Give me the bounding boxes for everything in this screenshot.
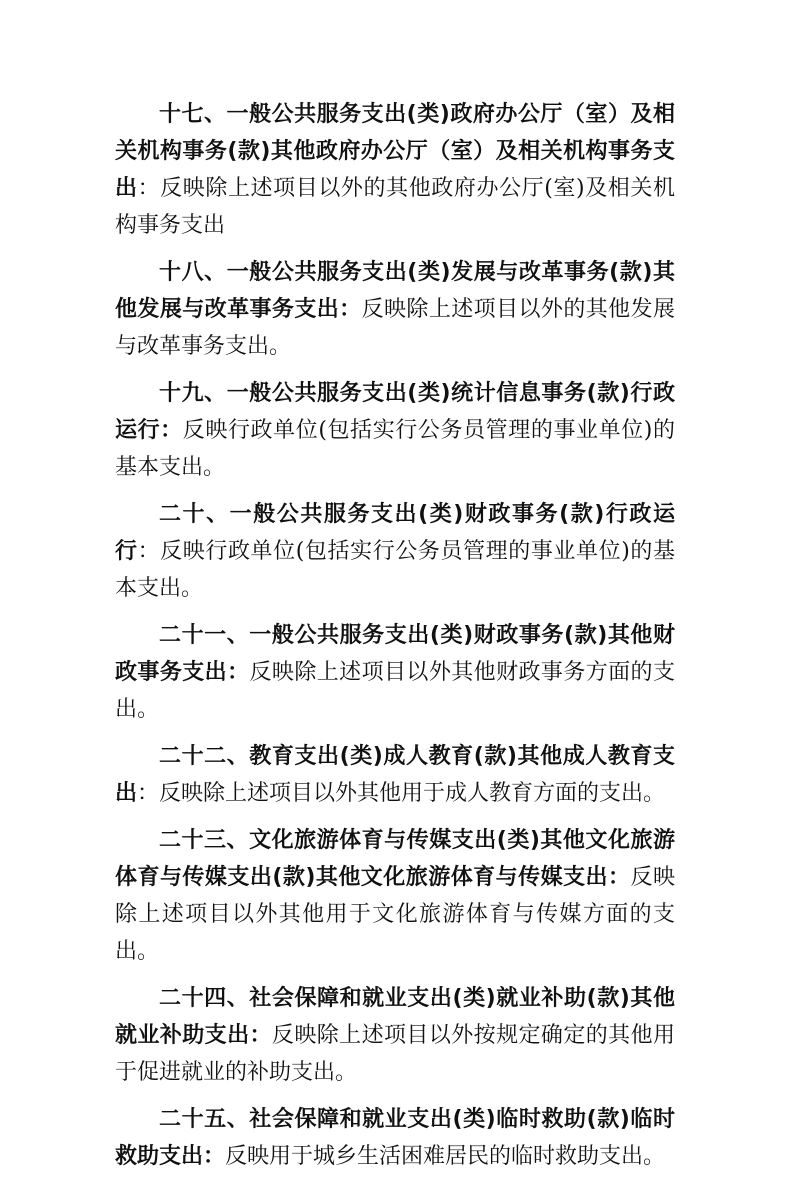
paragraph-description: 反映除上述项目以外的其他发展与改革事务支出。	[115, 297, 675, 359]
paragraph-description: 反映用于城乡生活困难居民的临时救助支出。	[225, 1144, 666, 1169]
paragraph-item-25	[115, 1101, 675, 1175]
document-body	[115, 96, 675, 1185]
paragraph-item-18	[115, 254, 675, 365]
paragraph-item-21	[115, 617, 675, 728]
paragraph-title: 二十五、社会保障和就业支出(类)临时救助(款)临时救助支出：	[115, 1107, 675, 1169]
paragraph-item-17	[115, 96, 675, 244]
paragraph-title: 二十、一般公共服务支出(类)财政事务(款)行政运行	[115, 502, 675, 564]
paragraph-title: 二十二、教育支出(类)成人教育(款)其他成人教育支出	[115, 744, 675, 806]
paragraph-title: 十七、一般公共服务支出(类)政府办公厅（室）及相关机构事务(款)其他政府办公厅（室）及相关机构事务支出	[115, 102, 675, 201]
paragraph-description: ：反映行政单位(包括实行公务员管理的事业单位)的基本支出。	[115, 539, 675, 601]
paragraph-title: 十九、一般公共服务支出(类)统计信息事务(款)行政运行：	[115, 381, 675, 443]
paragraph-description: ：反映除上述项目以外的其他政府办公厅(室)及相关机构事务支出	[115, 176, 675, 238]
paragraph-description: 反映除上述项目以外其他用于文化旅游体育与传媒方面的支出。	[115, 865, 675, 964]
paragraph-item-20	[115, 496, 675, 607]
paragraph-title: 二十四、社会保障和就业支出(类)就业补助(款)其他就业补助支出：	[115, 986, 675, 1048]
paragraph-title: 二十一、一般公共服务支出(类)财政事务(款)其他财政事务支出：	[115, 623, 675, 685]
paragraph-title: 二十三、文化旅游体育与传媒支出(类)其他文化旅游体育与传媒支出(款)其他文化旅游体育与传媒支出：	[115, 828, 675, 890]
paragraph-item-22	[115, 738, 675, 812]
paragraph-description: 反映除上述项目以外其他财政事务方面的支出。	[115, 660, 675, 722]
paragraph-title: 十八、一般公共服务支出(类)发展与改革事务(款)其他发展与改革事务支出：	[115, 260, 675, 322]
paragraph-item-24	[115, 980, 675, 1091]
paragraph-description: ：反映除上述项目以外其他用于成人教育方面的支出。	[137, 781, 666, 806]
paragraph-description: 反映除上述项目以外按规定确定的其他用于促进就业的补助支出。	[115, 1023, 675, 1085]
paragraph-item-23	[115, 822, 675, 970]
paragraph-description: 反映行政单位(包括实行公务员管理的事业单位)的基本支出。	[115, 418, 675, 480]
paragraph-item-19	[115, 375, 675, 486]
